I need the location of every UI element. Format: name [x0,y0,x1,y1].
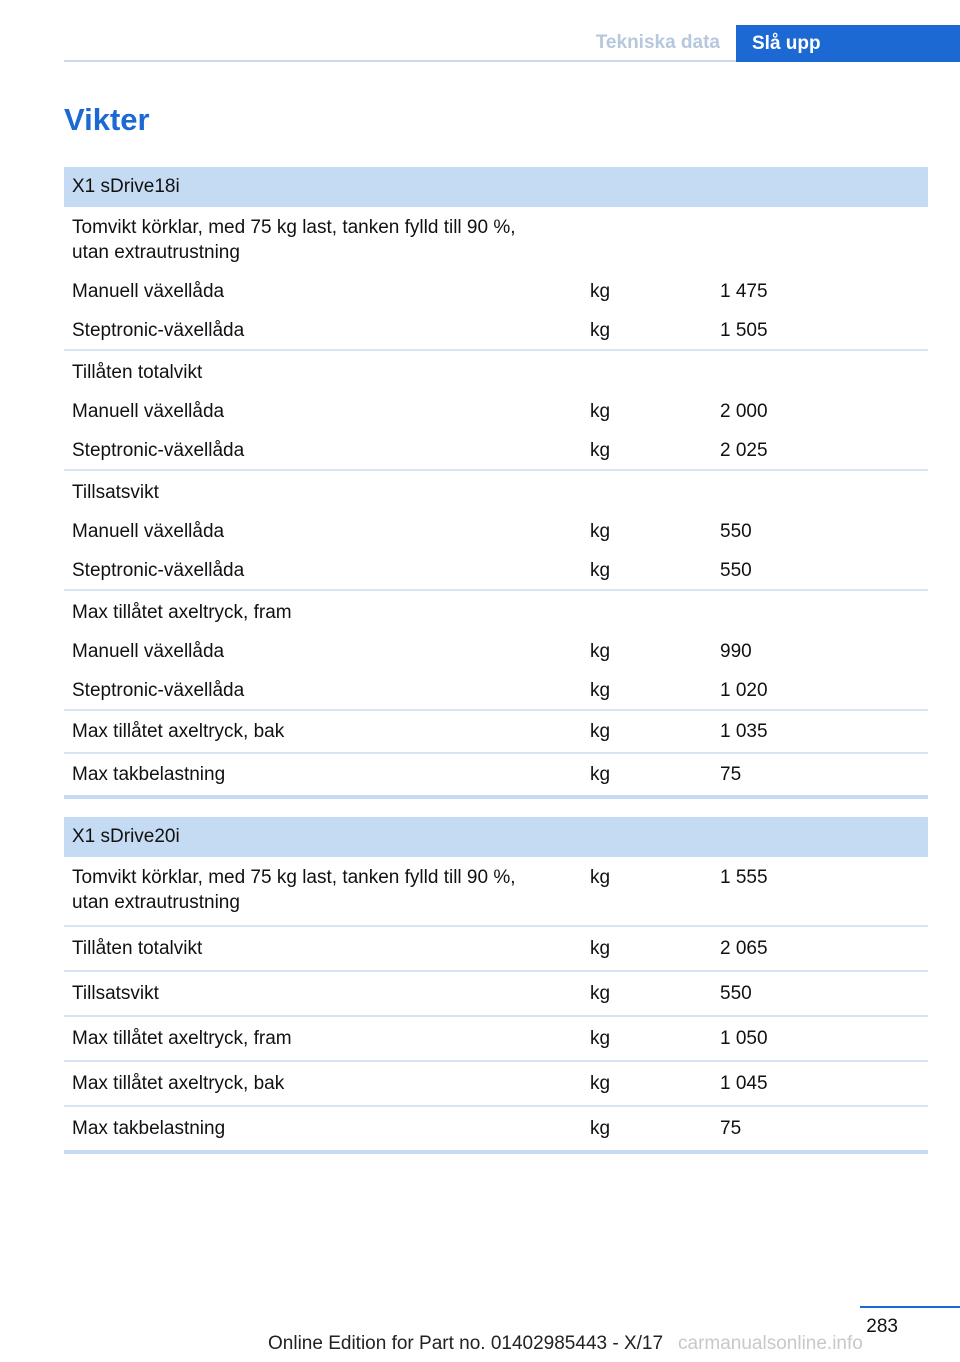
tab-sla-upp[interactable]: Slå upp [736,25,960,62]
page-title: Vikter [64,102,150,137]
edition-note: Online Edition for Part no. 01402985443 - X/17 [268,1333,664,1354]
table-row [64,399,928,424]
row-label: Tillsatsvikt [72,983,159,1004]
page-number: 283 [866,1316,898,1337]
row-value: 550 [720,521,752,542]
row-label: Max takbelastning [72,764,226,785]
row-unit: kg [590,721,611,742]
table-row [64,438,928,463]
row-group [64,754,928,799]
row-unit: kg [590,521,611,542]
table-row [64,1026,928,1051]
row-label: Manuell växellåda [72,281,225,302]
row-value: 1 050 [720,1028,768,1049]
row-group [64,1062,928,1107]
row-value: 550 [720,983,752,1004]
row-unit: kg [590,983,611,1004]
spec-table-sdrive20i [64,817,928,1154]
table-heading: X1 sDrive20i [64,817,928,857]
row-label: Tillsatsvikt [72,482,159,503]
tab-tekniska-data[interactable]: Tekniska data [595,32,720,53]
row-unit: kg [590,1118,611,1139]
spec-table-sdrive18i [64,167,928,799]
row-value: 2 025 [720,440,768,461]
row-group [64,1107,928,1154]
row-group [64,207,928,351]
row-unit: kg [590,867,611,888]
row-value: 75 [720,764,742,785]
row-unit: kg [590,560,611,581]
table-row [64,1071,928,1096]
row-value: 2 065 [720,938,768,959]
row-group [64,471,928,591]
row-unit: kg [590,1073,611,1094]
row-label: Manuell växellåda [72,521,225,542]
table-row [64,936,928,961]
row-unit: kg [590,320,611,341]
table-row [64,480,928,505]
row-unit: kg [590,764,611,785]
table-row [64,865,928,915]
table-row [64,981,928,1006]
row-group [64,927,928,972]
row-value: 1 035 [720,721,768,742]
row-unit: kg [590,401,611,422]
table-row [64,279,928,304]
row-label: Tillåten totalvikt [72,362,203,383]
row-unit: kg [590,281,611,302]
row-label: Tomvikt körklar, med 75 kg last, tanken fylld till 90 %, utan extrautrustning [72,217,516,263]
row-label: Steptronic-växellåda [72,560,245,581]
row-value: 1 020 [720,680,768,701]
watermark: carmanualsonline.info [678,1333,863,1354]
row-label: Max tillåtet axeltryck, fram [72,1028,292,1049]
row-value: 1 045 [720,1073,768,1094]
row-value: 1 555 [720,867,768,888]
table-row [64,639,928,664]
row-value: 1 475 [720,281,768,302]
table-row [64,762,928,787]
table-row [64,215,928,265]
table-row [64,360,928,385]
row-group [64,711,928,754]
table-row [64,600,928,625]
row-value: 2 000 [720,401,768,422]
table-heading: X1 sDrive18i [64,167,928,207]
table-row [64,678,928,703]
table-row [64,719,928,744]
row-unit: kg [590,1028,611,1049]
footer-rule [860,1306,960,1308]
row-group [64,972,928,1017]
row-value: 1 505 [720,320,768,341]
row-value: 990 [720,641,752,662]
table-row [64,1116,928,1141]
row-label: Manuell växellåda [72,401,225,422]
row-label: Max takbelastning [72,1118,226,1139]
table-row [64,519,928,544]
row-label: Manuell växellåda [72,641,225,662]
row-group [64,1017,928,1062]
row-label: Steptronic-växellåda [72,320,245,341]
row-label: Tomvikt körklar, med 75 kg last, tanken fylld till 90 %, utan extrautrustning [72,867,516,913]
row-unit: kg [590,938,611,959]
row-unit: kg [590,680,611,701]
row-label: Max tillåtet axeltryck, bak [72,721,285,742]
row-label: Tillåten totalvikt [72,938,203,959]
row-unit: kg [590,641,611,662]
table-row [64,558,928,583]
row-group [64,351,928,471]
table-row [64,318,928,343]
row-label: Max tillåtet axeltryck, bak [72,1073,285,1094]
row-value: 550 [720,560,752,581]
row-value: 75 [720,1118,742,1139]
row-label: Steptronic-växellåda [72,440,245,461]
row-group [64,857,928,927]
row-label: Steptronic-växellåda [72,680,245,701]
row-group [64,591,928,711]
row-unit: kg [590,440,611,461]
row-label: Max tillåtet axeltryck, fram [72,602,292,623]
